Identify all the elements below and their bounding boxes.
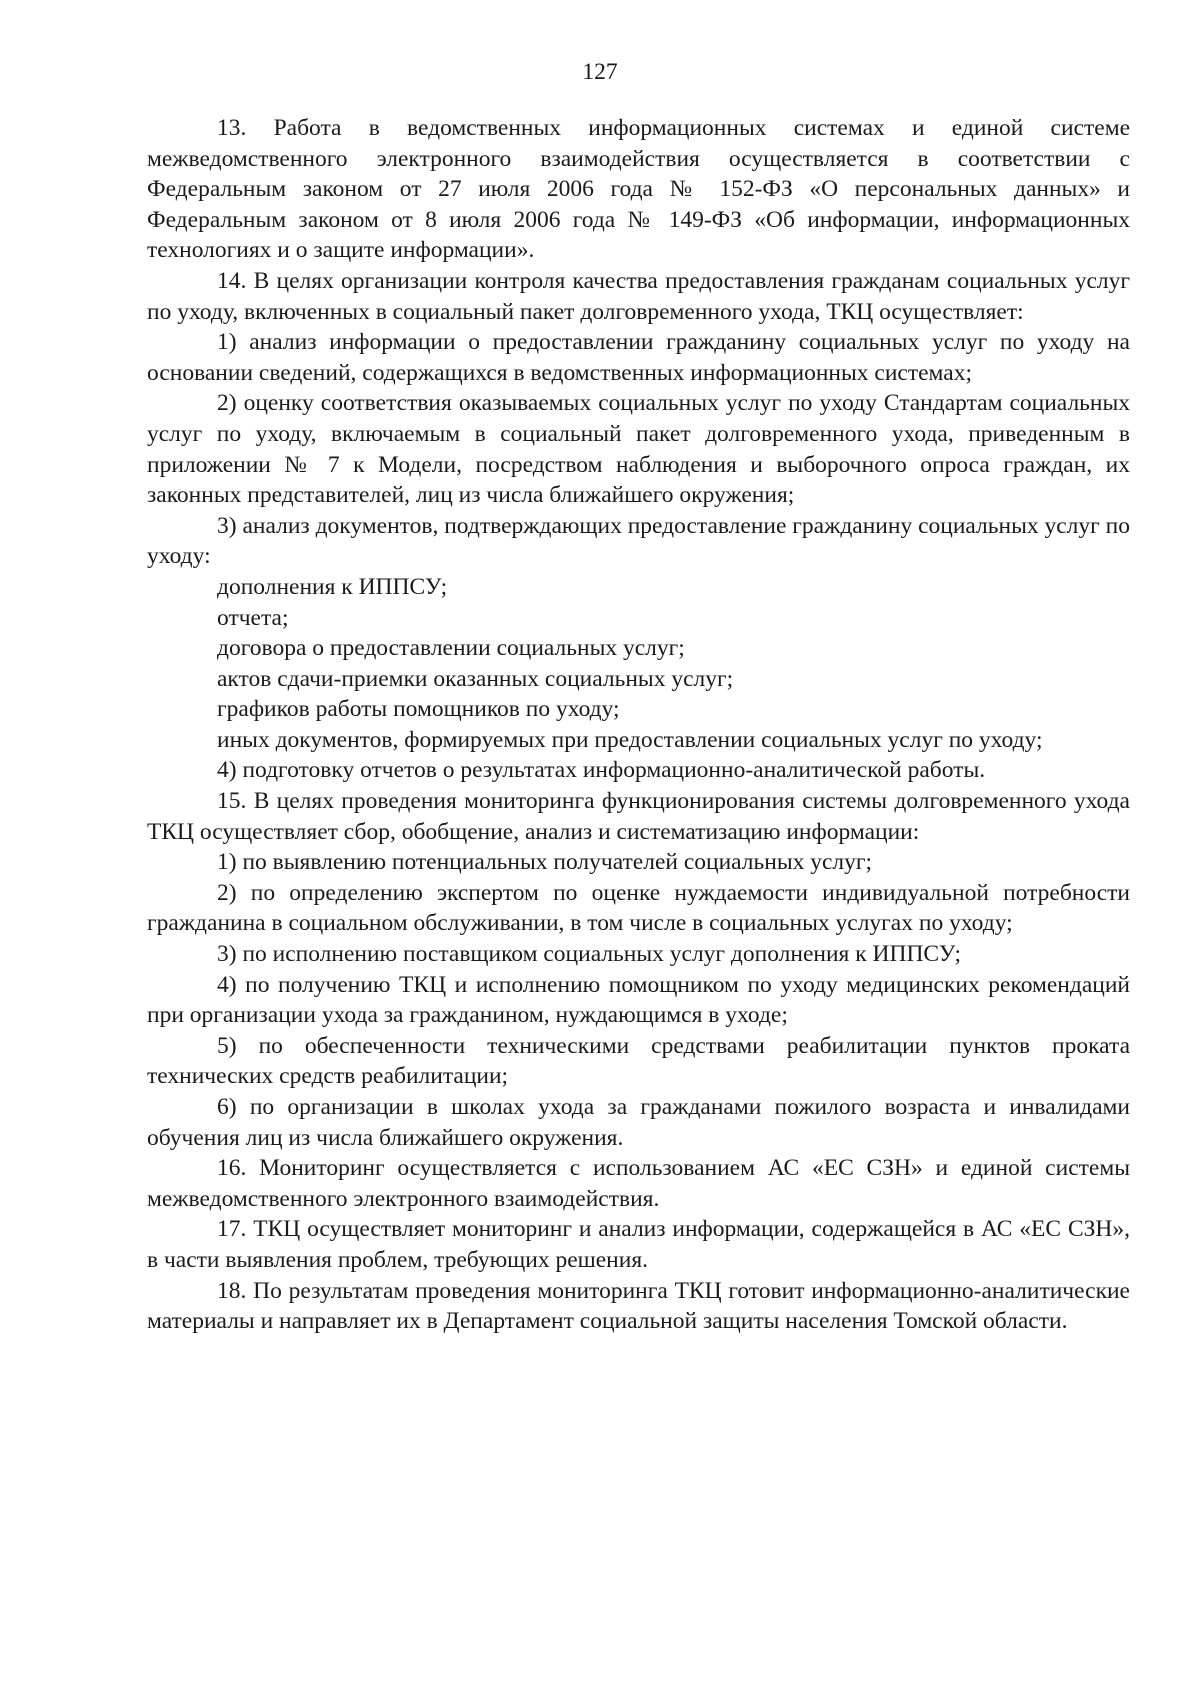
list-item: отчета;	[217, 604, 289, 631]
list-item: 2) по определению экспертом по оценке нуждаемости индивидуальной потребности гражданина в социальном обслуживании, в том числе в социальных услугах по уходу;	[147, 879, 1130, 937]
document-body	[147, 113, 1130, 1337]
list-item: актов сдачи-приемки оказанных социальных услуг;	[217, 665, 734, 692]
list-item: 2) оценку соответствия оказываемых социальных услуг по уходу Стандартам социальных услуг по уходу, включаемым в социальный пакет долговременного ухода, приведенным в приложении № 7 к Модели, посредством наблюдения и выборочного опроса граждан, их законных представителей, лиц из числа ближайшего окружения;	[147, 390, 1130, 509]
paragraph-14: 14. В целях организации контроля качества предоставления гражданам социальных услуг по уходу, включенных в социальный пакет долговременного ухода, ТКЦ осуществляет:	[147, 267, 1130, 325]
list-item: 3) по исполнению поставщиком социальных услуг дополнения к ИППСУ;	[217, 941, 962, 968]
list-item: 3) анализ документов, подтверждающих предоставление гражданину социальных услуг по уходу:	[147, 512, 1130, 570]
list-item: 1) анализ информации о предоставлении гражданину социальных услуг по уходу на основании сведений, содержащихся в ведомственных информационных системах;	[147, 329, 1130, 386]
list-item: договора о предоставлении социальных услуг;	[217, 635, 685, 662]
paragraph-13: 13. Работа в ведомственных информационных системах и единой системе межведомственного электронного взаимодействия осуществляется в соответствии с Федеральным законом от 27 июля 2006 года № 152-ФЗ «О персональных данных» и Федеральным законом от 8 июля 2006 года № 149-ФЗ «Об информации, информационных технологиях и о защите информации».	[147, 115, 1130, 264]
list-item: 6) по организации в школах ухода за гражданами пожилого возраста и инвалидами обучения лиц из числа ближайшего окружения.	[147, 1094, 1130, 1151]
list-item: 4) по получению ТКЦ и исполнению помощником по уходу медицинских рекомендаций при организации ухода за гражданином, нуждающимся в уходе;	[147, 971, 1130, 1029]
list-item: 5) по обеспеченности техническими средствами реабилитации пунктов проката технических средств реабилитации;	[147, 1032, 1130, 1090]
list-item: 4) подготовку отчетов о результатах информационно-аналитической работы.	[217, 757, 986, 784]
list-item: 1) по выявлению потенциальных получателей социальных услуг;	[217, 849, 873, 876]
paragraph-16: 16. Мониторинг осуществляется с использованием АС «ЕС СЗН» и единой системы межведомственного электронного взаимодействия.	[147, 1155, 1130, 1212]
list-item: иных документов, формируемых при предоставлении социальных услуг по уходу;	[217, 726, 1043, 753]
list-item: дополнения к ИППСУ;	[217, 573, 448, 600]
paragraph-17: 17. ТКЦ осуществляет мониторинг и анализ информации, содержащейся в АС «ЕС СЗН», в части выявления проблем, требующих решения.	[147, 1216, 1130, 1273]
paragraph-15: 15. В целях проведения мониторинга функционирования системы долговременного ухода ТКЦ осуществляет сбор, обобщение, анализ и систематизацию информации:	[147, 788, 1130, 845]
page-number: 127	[582, 59, 618, 85]
list-item: графиков работы помощников по уходу;	[217, 696, 620, 723]
paragraph-18: 18. По результатам проведения мониторинга ТКЦ готовит информационно-аналитические материалы и направляет их в Департамент социальной защиты населения Томской области.	[147, 1277, 1130, 1335]
